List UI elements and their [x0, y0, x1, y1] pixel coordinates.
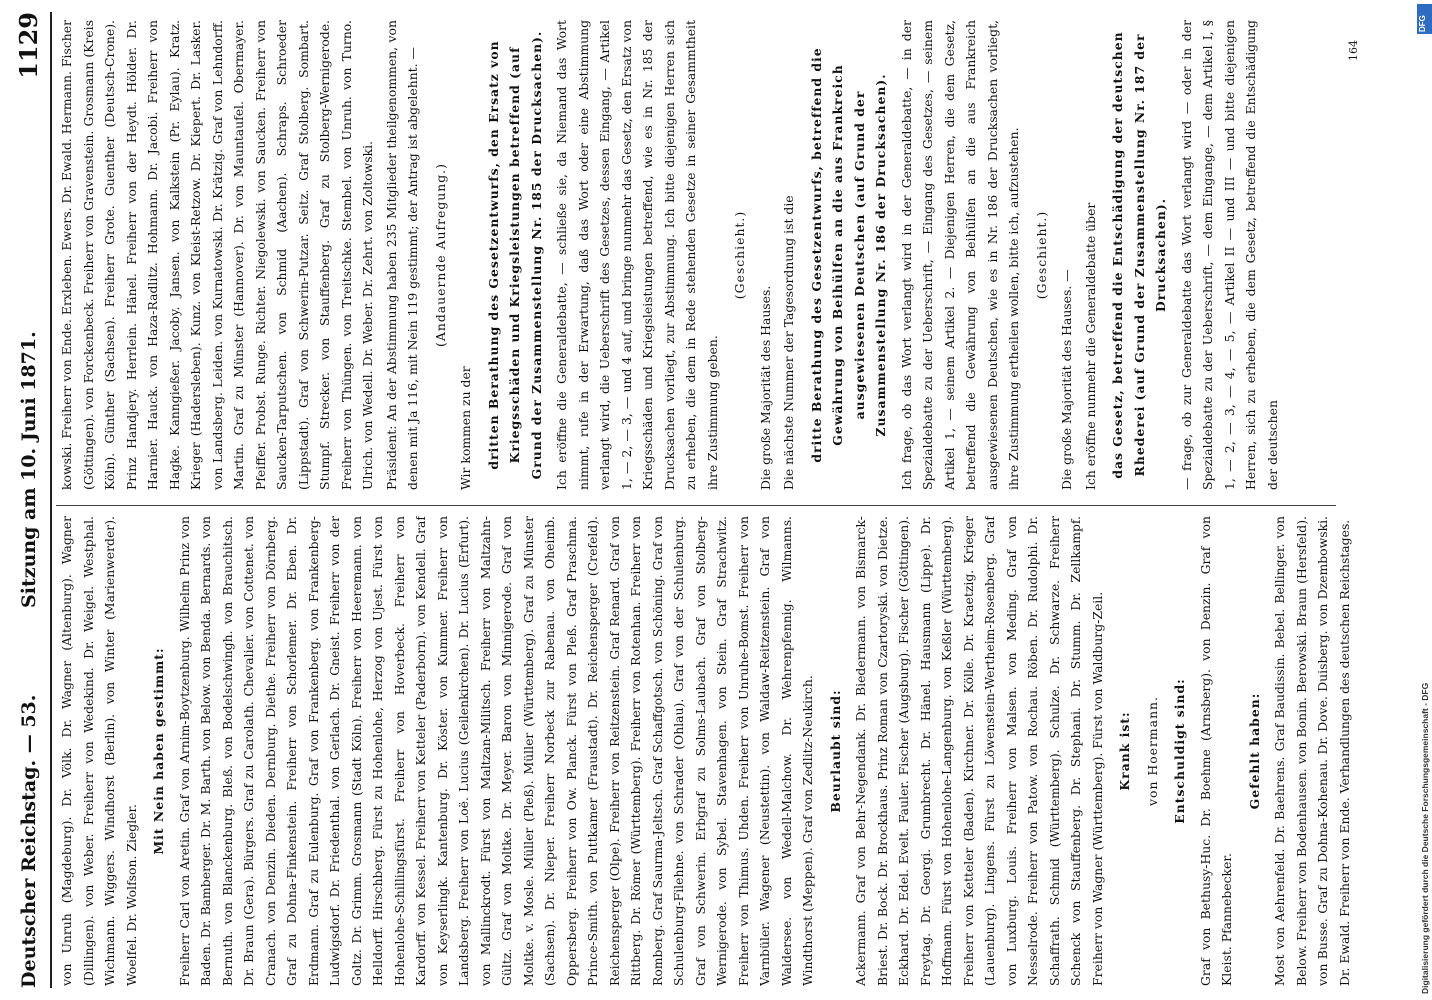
gefehlt-text: Most von Aehrenfeld. Dr. Baehrens. Graf Baudissin. Bebel. Bellinger. von Below. Freiherr von Bodenhausen. von Bonin. Berowski. Braun (Hersfeld). von Busse. Graf zu Dohna-Kohenau. Dr. Dove. Duisberg. von Dzembowski. Dr. Ewald. Freiherr von Ende. Verhandlungen des deutschen Reichstages.: [1272, 516, 1352, 986]
geschieht-note-1: (Geschieht.): [732, 210, 747, 300]
naechste-nummer: Die nächste Nummer der Tagesordnung ist die: [781, 195, 796, 490]
left-column: [56, 516, 1356, 986]
beurlaubt-text: Ackermann. Graf von Behr-Negendank. Dr. Biedermann. von Bismarck-Briest. Dr. Bock. Dr. Brockhaus. Prinz Roman von Czartoryski. von Dietze. Eckhard. Dr. Edel. Evelt. Fauler. Fischer (Augsburg). Fischer (Göttingen). Freytag. Dr. Georgi. Grumbrecht. Dr. Hänel. Hausmann (Lippe). Dr. Hoffmann. Fürst von Hohenlohe-Langenburg. von Keßler (Württemberg). Freiherr von Ketteler (Baden). Kirchner. Dr. Kölle. Dr. Kraetzig. Krieger (Lauenburg). Lingens. Fürst zu Löwenstein-Wertheim-Rosenberg. Graf von Luxburg. Louis. Freiherr von Malsen. von Meding. Graf von Nesselrode. Freiherr von Patow. von Rochau. Röben. Dr. Rudolphi. Dr. Schaffrath. Schmid (Württemberg). Schulze. Dr. Schwarze. Freiherr Schenck von Stauffenberg. Dr. Stephani. Dr. Stumm. Dr. Zellkampf. Freiherr von Wagner (Württemberg). Fürst von Waldburg-Zeil.: [853, 516, 1105, 986]
header-left: Deutscher Reichstag. — 53.: [18, 694, 40, 988]
right-intro: kowski. Freiherr von Ende. Erxleben. Ewers. Dr. Ewald. Hermann. Fischer (Göttingen). von Forckenbeck. Freiherr von Gravenstein. Grosmann (Kreis Köln). Günther (Sachsen). Freiherr Grote. Guenther (Deutsch-Crone). Prinz Handjery. Herrlein. Hänel. Freiherr von der Heydt. Hölder. Dr. Harnier. Hauck. von Haza-Radlitz. Hohmann. Dr. Jacobi. Freiherr von Hagke. Kanngießer. Jacoby. Jansen. von Kalkstein (Pr. Eylau). Kratz. Krieger (Hadersleben). Kunz. von Kleist-Retzow. Dr. Kiepert. Dr. Lasker. von Landsberg. Leiden. von Kurnatowski. Dr. Krätzig. Graf von Lehndorff. Martin. Graf zu Münster (Hannover). Dr. von Mauntaufel. Obermayer. Pfeiffer. Probst. Runge. Richter. Niegolewski. von Saucken. Freiherr von Saucken-Tarputschen. von Schmid (Aachen). Schraps. Schroeder (Lippstadt). Graf von Schwerin-Putzar. Seitz. Graf Stolberg. Sombart. Stumpf. Strecker. von Stauffenberg. Graf zu Stolberg-Wernigerode. Freiherr von Thüngen. von Treitschke. Stembel. von Unruh. von Turno. Ulrich. von Wedell. Dr. Weber. Dr. Zehrt. von Zoltowski.: [59, 20, 375, 490]
dritte-berathung-heading: dritten Berathung des Gesetzentwurfs, den Ersatz von Kriegsschäden und Kriegsleistungen betreffend (auf Grund der Zusammenstellung Nr. 185 der Drucksachen).: [485, 30, 544, 480]
header-center: Sitzung am 10. Juni 1871.: [18, 331, 40, 608]
dfg-logo: [1417, 4, 1432, 34]
rhederei-heading: das Gesetz, betreffend die Entschädigung der deutschen Rhederei (auf Grund der Zusammenstellung Nr. 187 der Drucksachen).: [1110, 31, 1168, 479]
krank-heading: Krank ist:: [1117, 711, 1132, 791]
beurlaubt-heading: Beurlaubt sind:: [827, 689, 843, 813]
praesident-paragraph: Präsident: An der Abstimmung haben 235 Mitglieder theilgenommen, von denen mit Ja 116, mit Nein 119 gestimmt; der Antrag ist abgelehnt. —: [383, 20, 420, 490]
frage-paragraph-1: Ich frage, ob das Wort verlangt wird in der Generaldebatte, — in der Spezialdebatte zu der Ueberschrift, — Eingang des Gesetzes, — seinem Artikel 1, — seinem Artikel 2. — Diejenigen Herren, die dem Gesetz, betreffend die Gewährung von Beihülfen an die aus Frankreich ausgewiesenen Deutschen, wie es in Nr. 186 der Drucksachen vorliegt, ihre Zustimmung ertheilen wollen, bitte ich, aufzustehen.: [898, 20, 1021, 490]
unruhe-note: (Andauernde Aufregung.): [432, 163, 448, 347]
digitization-note: [1418, 6, 1432, 994]
gefehlt-heading: Gefehlt haben:: [1246, 692, 1262, 810]
beihuelfen-heading: dritte Berathung des Gesetzentwurfs, betreffend die Gewährung von Beihülfen an die aus Frankreich ausgewiesenen Deutschen (auf Grund der Zusammenstellung Nr. 186 der Drucksachen).: [808, 47, 888, 463]
page-header: [10, 12, 52, 988]
signature-mark: 164: [1347, 40, 1360, 61]
wir-kommen: Wir kommen zu der: [458, 366, 473, 490]
right-column: [56, 20, 1356, 490]
frage-paragraph-2: — frage, ob zur Generaldebatte das Wort verlangt wird — oder in der Spezialdebatte zu der Ueberschrift, — dem Eingange, — dem Artikel I, § 1, — 2, — 3, — 4, — 5, — Artikel II — und III — und bitte diejenigen Herren, sich zu erheben, die dem Gesetz, betreffend die Entschädigung der deutschen: [1178, 20, 1280, 490]
nein-text: Freiherr Carl von Aretin. Graf von Arnim-Boytzenburg. Wilhelm Prinz von Baden. Dr. Bamberger. Dr. M. Barth. von Below. von Benda. Bernards. von Bernuth. von Blanckenburg. Bleß. von Bodelschwingh. von Brauchitsch. Dr. Braun (Gera). Bürgers. Graf zu Carolath. Chevalier. von Cottenet. von Cranach. von Denzin. Dieden. Dernburg. Diethe. Freiherr von Dörnberg. Graf zu Dohna-Finkenstein. Freiherr von Schorlemer. Dr. Eben. Dr. Erdmann. Graf zu Eulenburg. Graf von Frankenberg. von Frankenberg-Ludwigsdorf. Dr. Friedenthal. von Gerlach. Dr. Gneist. Freiherr von der Goltz. Dr. Grimm. Grosmann (Stadt Köln). Freiherr von Heeremann. von Helldorff. Hirschberg. Fürst zu Hohenlohe, Herzog von Ujest. Fürst von Hohenlohe-Schillingsfürst. Freiherr von Hoverbeck. Freiherr von Kardorff. von Kessel. Freiherr von Ketteler (Paderborn). von Kendell. Graf von Keyserlingk. Kantenburg. Dr. Köster. von Kummer. Freiherr von Landsberg. Freiherr von Loë. Lucius (Geilenkirchen). Dr. Lucius (Erfurt). von Mallinckrodt. Fürst von Maltzan-Militsch. Freiherr von Maltzahn-Gültz. Graf von Moltke. Dr. Meyer. Baron von Minnigerode. Graf von Moltke. v. Mosle. Müller (Pleß). Müller (Württemberg). Graf zu Münster (Sachsen). Dr. Nieper. Freiherr Norbeck zur Rabenau. von Oheimb. Oppersberg. Freiherr von Ow. Planck. Fürst von Pleß. Graf Praschma. Prince-Smith. von Puttkamer (Fraustadt). Dr. Reichensperger (Crefeld). Reichensperger (Olpe). Freiherr von Reitzenstein. Graf Renard. Graf von Rittberg. Dr. Römer (Württemberg). Freiherr von Rotenhan. Freiherr von Romberg. Graf Saurma-Jeltsch. Graf Schaffgotsch. von Schöning. Graf von Schulenburg-Filehne. von Schrader (Ohlau). Graf von der Schulenburg. Graf von Schwerin. Erbgraf zu Solms-Laubach. Graf von Stolberg-Wernigerode. von Sybel. Stavenhagen. von Stein. Graf Strachwitz. Freiherr von Thimus. Uhden. Freiherr von Unruhe-Bomst. Freiherr von Varnbüler. Wagener (Neustettin). von Waldaw-Reitzenstein. Graf von Waldersee. von Wedell-Malchow. Dr. Wehrenpfennig. Wilmanns. Windthorst (Meppen). Graf von Zedlitz-Neukirch.: [176, 516, 815, 986]
dfg-logo-text: DFG: [1418, 15, 1427, 32]
entschuldigt-text: Graf von Bethusy-Huc. Dr. Boehme (Arnsberg). von Denzin. Graf von Kleist. Pfannebecker.: [1197, 516, 1234, 986]
majoritaet-1: Die große Majorität des Hauses.: [757, 285, 773, 490]
majoritaet-2: Die große Majorität des Hauses. —: [1059, 269, 1074, 490]
nein-heading: Mit Nein haben gestimmt:: [151, 647, 166, 855]
page-number: 1129: [14, 12, 43, 79]
left-intro: von Unruh (Magdeburg). Dr. Völk. Dr. Wagner (Altenburg). Wagner (Dillingen). von Weber. Freiherr von Wedekind. Dr. Weigel. Westphal. Wichmann. Wiggers. Windhorst (Berlin). von Winter (Marienwerder). Woelfel. Dr. Wolfson. Ziegler.: [59, 516, 139, 986]
krank-text: von Hoermann.: [1144, 696, 1160, 806]
eroeffne-paragraph: Ich eröffne die Generaldebatte, — schließe sie, da Niemand das Wort nimmt, rufe in der Erwartung, daß das Wort oder eine Abstimmung verlangt wird, die Ueberschrift des Gesetzes, dessen Eingang, — Artikel 1, — 2, — 3, — und 4 auf, und bringe nunmehr das Gesetz, den Ersatz von Kriegsschäden und Kriegsleistungen betreffend, wie es in Nr. 185 der Drucksachen vorliegt, zur Abstimmung. Ich bitte diejenigen Herren sich zu erheben, die dem in Rede stehenden Gesetze in seiner Gesammtheit ihre Zustimmung geben.: [554, 20, 720, 490]
entschuldigt-heading: Entschuldigt sind:: [1172, 678, 1187, 824]
eroeffne-paragraph-2: Ich eröffne nunmehr die Generaldebatte über: [1082, 202, 1098, 490]
geschieht-note-2: (Geschieht.): [1033, 210, 1049, 300]
digitization-note-text: Digitalisierung gefördert durch die Deutsche Forschungsgemeinschaft - DFG: [1420, 682, 1430, 994]
column-divider: [56, 505, 1336, 506]
